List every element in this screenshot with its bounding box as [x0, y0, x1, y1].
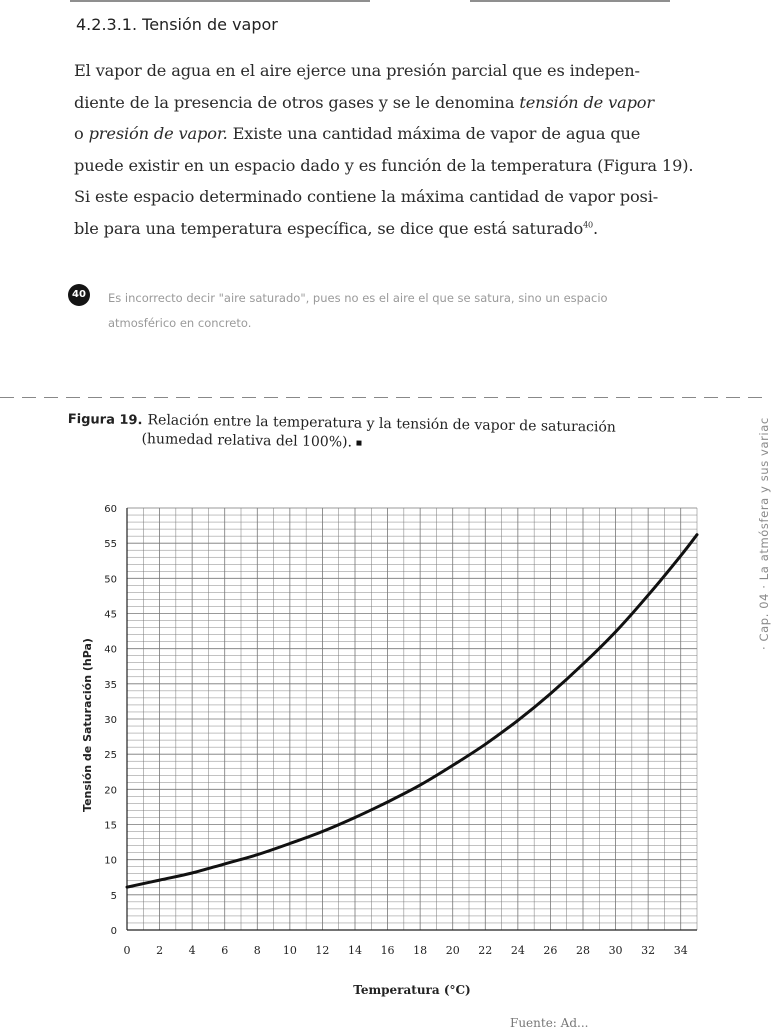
y-tick-label: 60 — [104, 504, 117, 515]
y-tick-label: 20 — [104, 785, 117, 796]
x-tick-label: 34 — [674, 944, 688, 957]
footnote-text — [108, 286, 728, 336]
saturation-curve-line — [127, 535, 697, 887]
x-tick-label: 8 — [254, 944, 261, 957]
x-tick-label: 28 — [576, 944, 590, 957]
x-tick-label: 26 — [543, 944, 557, 957]
x-tick-label: 0 — [124, 944, 131, 957]
end-square-icon — [356, 440, 361, 445]
y-tick-label: 55 — [104, 539, 117, 550]
x-tick-label: 16 — [381, 944, 395, 957]
paragraph-text: ble para una temperatura específica, se dice que está saturado — [74, 219, 583, 238]
y-tick-label: 45 — [104, 610, 117, 621]
figure-label: Figura 19. — [68, 412, 143, 428]
paragraph-text: Existe una cantidad máxima de vapor de agua que — [228, 124, 641, 143]
y-tick-label: 50 — [104, 574, 117, 585]
x-tick-label: 6 — [221, 944, 228, 957]
figure-caption — [67, 408, 668, 455]
footnote-reference[interactable]: 40 — [583, 220, 593, 229]
y-tick-label: 40 — [104, 645, 117, 656]
term-tension-de-vapor: tensión de vapor — [519, 93, 654, 112]
paragraph-text: . — [593, 219, 598, 238]
x-tick-label: 10 — [283, 944, 297, 957]
y-axis-label: Tensión de Saturación (hPa) — [81, 638, 94, 812]
footnote-line: Es incorrecto decir "aire saturado", pues no es el aire el que se satura, sino un espacio — [108, 286, 728, 311]
x-tick-label: 20 — [446, 944, 460, 957]
y-tick-label: 10 — [104, 856, 117, 867]
top-rule — [70, 0, 670, 2]
paragraph-line: puede existir en un espacio dado y es función de la temperatura (Figura 19). — [74, 150, 714, 182]
x-tick-label: 4 — [189, 944, 196, 957]
x-tick-label: 14 — [348, 944, 362, 957]
paragraph-text: diente de la presencia de otros gases y se le denomina — [74, 93, 519, 112]
paragraph-text: o — [74, 124, 89, 143]
x-tick-label: 12 — [315, 944, 329, 957]
page-cut-text: Fuente: Ad... — [510, 1016, 588, 1030]
paragraph-line — [74, 118, 714, 150]
y-tick-label: 15 — [104, 821, 117, 832]
y-tick-label: 30 — [104, 715, 117, 726]
y-tick-label: 35 — [104, 680, 117, 691]
x-tick-label: 2 — [156, 944, 163, 957]
term-presion-de-vapor: presión de vapor. — [89, 124, 228, 143]
x-tick-label: 24 — [511, 944, 525, 957]
chart-series — [127, 535, 697, 888]
x-tick-label: 30 — [609, 944, 623, 957]
x-tick-label: 32 — [641, 944, 655, 957]
y-tick-label: 25 — [104, 750, 117, 761]
paragraph-line — [74, 213, 714, 245]
running-head-text: · Cap. 04 · La atmósfera y sus variac — [757, 417, 771, 650]
x-axis-label: Temperatura (°C) — [353, 983, 470, 997]
figure-caption-line1: Relación entre la temperatura y la tensión de vapor de saturación — [147, 412, 616, 435]
body-paragraph — [74, 55, 714, 244]
paragraph-line: El vapor de agua en el aire ejerce una presión parcial que es indepen- — [74, 55, 714, 87]
x-tick-label: 22 — [478, 944, 492, 957]
footnote-number-badge: 40 — [68, 284, 90, 306]
footnote-line: atmosférico en concreto. — [108, 311, 728, 336]
y-tick-label: 0 — [111, 926, 117, 937]
y-tick-label: 5 — [111, 891, 117, 902]
paragraph-line: Si este espacio determinado contiene la máxima cantidad de vapor posi- — [74, 181, 714, 213]
saturation-vapor-chart — [0, 470, 768, 1024]
paragraph-line — [74, 87, 714, 119]
dashed-separator — [0, 397, 768, 398]
x-tick-label: 18 — [413, 944, 427, 957]
section-heading: 4.2.3.1. Tensión de vapor — [76, 15, 278, 34]
figure-caption-line2: (humedad relativa del 100%). — [141, 431, 352, 450]
